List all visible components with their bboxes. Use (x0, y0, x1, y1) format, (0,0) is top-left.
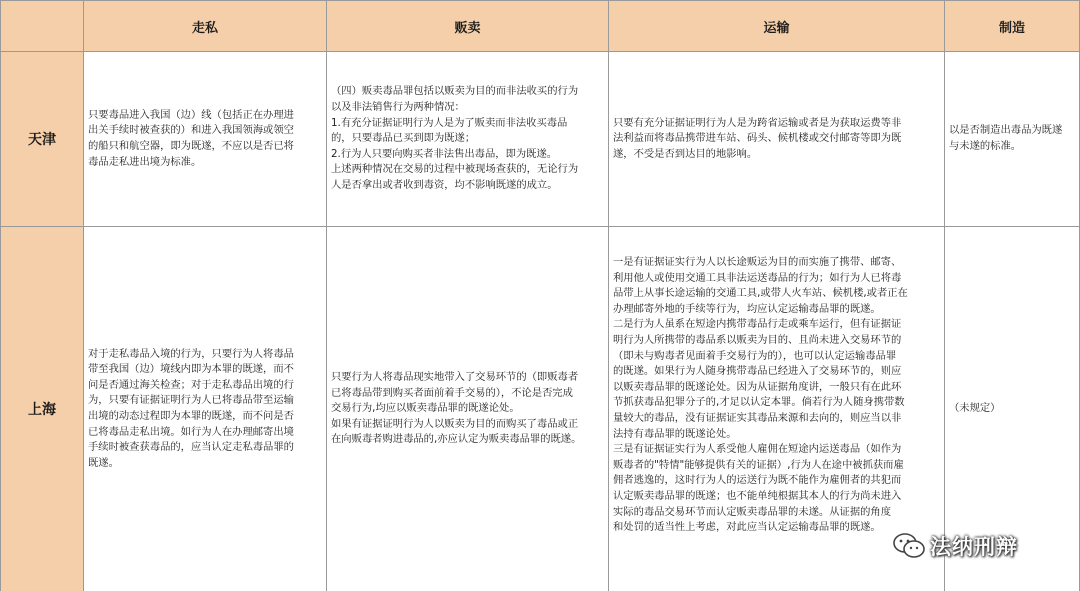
cell-text: 只要有充分证据证明行为人是为跨省运输或者是为获取运费等非 法利益而将毒品携带进车站、码头、候机楼或交付邮寄等即为既 遂，不受是否到达目的地影响。 (613, 116, 902, 160)
wechat-icon (892, 531, 926, 561)
row-header-shanghai (1, 227, 84, 591)
cell-shanghai-smuggling (84, 227, 327, 591)
header-transport-label: 运输 (763, 20, 790, 36)
header-corner (1, 1, 84, 52)
header-smuggling-label: 走私 (191, 20, 218, 36)
cell-text: 只要行为人将毒品现实地带入了交易环节的（即贩毒者 已将毒品带到购买者面前着手交易的），不论是否完成 交易行为,均应以贩卖毒品罪的既遂论处。 如果有证据证明行为人以贩卖为目的而购买了毒品或正 在向贩毒者购进毒品的,亦应认定为贩卖毒品罪的既遂。 (331, 371, 582, 446)
region-label: 天津 (28, 132, 56, 148)
cell-text: 以是否制造出毒品为既遂 与未遂的标准。 (949, 124, 1063, 152)
region-label: 上海 (28, 402, 56, 418)
cell-text: 一是有证据证实行为人以长途贩运为目的而实施了携带、邮寄、 利用他人或使用交通工具非法运送毒品的行为；如行为人已将毒 品带上从事长途运输的交通工具,或带人火车站、候机楼,或者正在 办理邮寄外地的手续等行为，均应认定运输毒品罪的既遂。 二是行为人虽系在短途内携带毒品行走或乘车运行，但有证据证 明行为人所携带的毒品系以贩卖为目的、且尚未进入交易环节的 （即未与购毒者见面着手交易行为的），也可以认定运输毒品罪 的既遂。如果行为人随身携带毒品已经进入了交易环节的，则应 以贩卖毒品罪的既遂论处。因为从证据角度讲，一般只有在此环 节抓获毒品犯罪分子的,才足以认定本罪。倘若行为人随身携带数 量较大的毒品，没有证据证实其毒品来源和去向的，则应当以非 法持有毒品罪的既遂论处。 三是有证据证实行为人系受他人雇佣在短途内运送毒品（如作为 贩毒者的"特情"能够提供有关的证据）,行为人在途中被抓获而雇 佣者逃逸的，这时行为人的运送行为既不能作为雇佣者的共犯而 认定贩卖毒品罪的既遂；也不能单纯根据其本人的行为尚未进入 实际的毒品交易环节而认定贩卖毒品罪的未遂。从证据的角度 和处罚的适当性上考虑，对此应当认定运输毒品罪的既遂。 (613, 256, 908, 534)
cell-tianjin-smuggling (84, 52, 327, 227)
watermark (892, 528, 1072, 564)
cell-tianjin-transport (609, 52, 945, 227)
header-smuggling (84, 1, 327, 52)
cell-text: （未规定） (949, 402, 1001, 415)
header-transport (609, 1, 945, 52)
header-selling-label: 贩卖 (454, 20, 481, 36)
watermark-text: 法纳刑辩 (930, 535, 1018, 559)
header-manufacture (945, 1, 1080, 52)
cell-shanghai-selling (327, 227, 609, 591)
cell-tianjin-manufacture (945, 52, 1080, 227)
header-selling (327, 1, 609, 52)
cell-tianjin-selling (327, 52, 609, 227)
cell-text: （四）贩卖毒品罪包括以贩卖为目的而非法收买的行为 以及非法销售行为两种情况： 1.有充分证据证明行为人是为了贩卖而非法收买毒品 的，只要毒品已买到即为既遂； 2.行为人只要向购买者非法售出毒品，即为既遂。 上述两种情况在交易的过程中被现场查获的，无论行为 人是否拿出或者收到毒资，均不影响既遂的成立。 (331, 85, 579, 191)
header-manufacture-label: 制造 (998, 20, 1025, 36)
cell-text: 对于走私毒品入境的行为，只要行为人将毒品 带至我国（边）境线内即为本罪的既遂，而不 问是否通过海关检查；对于走私毒品出境的行 为，只要有证据证明行为人已将毒品带至运输 出境的动态过程即为本罪的既遂，而不问是否 已将毒品走私出境。如行为人在办理邮寄出境 手续时被查获毒品的，应当认定走私毒品罪的 既遂。 (88, 347, 294, 469)
row-header-tianjin (1, 52, 84, 227)
cell-text: 只要毒品进入我国（边）线（包括正在办理进 出关手续时被查获的）和进入我国领海或领空 的船只和航空器，即为既遂，不应以是否已将 毒品走私进出境为标准。 (88, 108, 294, 168)
